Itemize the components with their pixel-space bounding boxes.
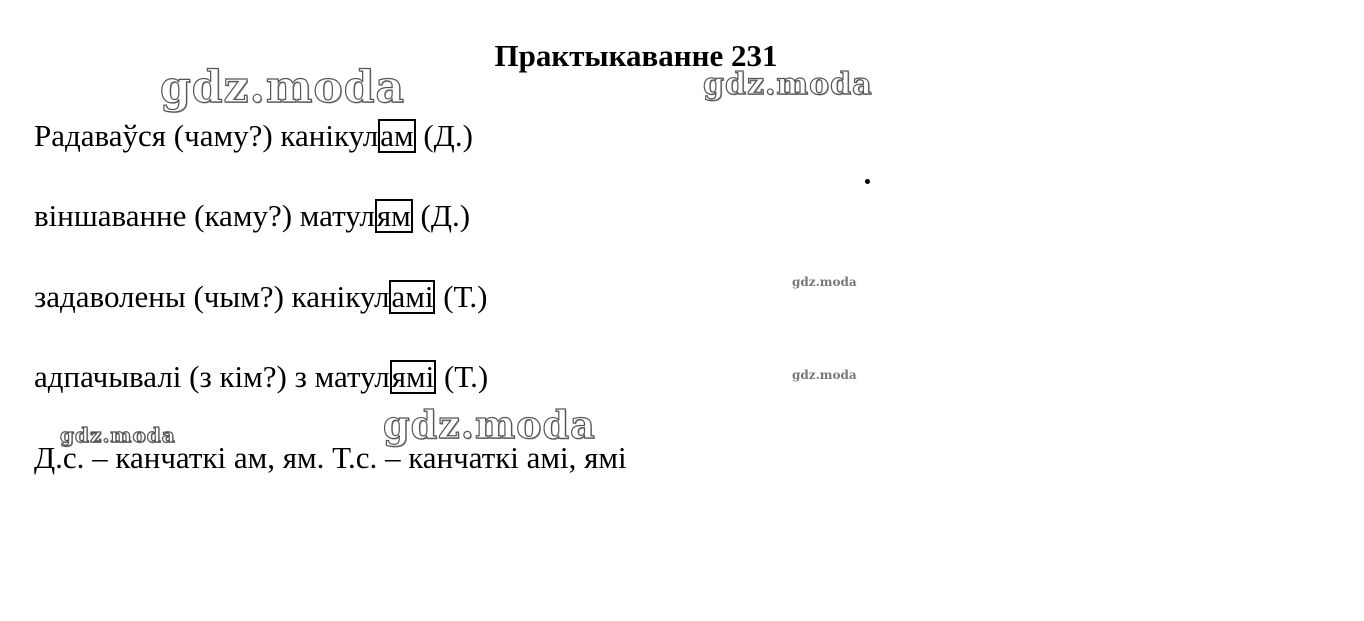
exercise-line-3: [34, 277, 487, 317]
stray-dot: [865, 179, 870, 184]
conclusion-text: Д.с. – канчаткі ам, ям. Т.с. – канчаткі амі, ямі: [34, 440, 627, 475]
watermark-logo: gdz.moda: [792, 275, 857, 289]
watermark-logo: gdz.moda: [160, 62, 406, 113]
line-text: адпачывалі (з кім?) з матул: [34, 359, 390, 394]
watermark-logo: gdz.moda: [383, 402, 596, 447]
boxed-ending: амі: [391, 279, 434, 314]
boxed-ending: ямі: [391, 359, 435, 394]
line-text: віншаванне (каму?) матул: [34, 198, 375, 233]
case-label: (Т.): [436, 359, 489, 394]
watermark-logo: gdz.moda: [703, 67, 873, 102]
exercise-line-4: [34, 357, 488, 397]
case-label: (Д.): [415, 118, 473, 153]
boxed-ending: ам: [380, 118, 414, 153]
line-text: Радаваўся (чаму?) канікул: [34, 118, 379, 153]
watermark-logo: gdz.moda: [792, 368, 857, 382]
case-label: (Д.): [412, 198, 471, 233]
boxed-ending: ям: [376, 198, 411, 233]
exercise-line-2: [34, 196, 470, 236]
watermark-logo: gdz.moda: [60, 423, 176, 447]
exercise-line-1: [34, 116, 473, 156]
case-label: (Т.): [435, 279, 488, 314]
page-title: Практыкаванне 231: [494, 38, 778, 73]
line-text: задаволены (чым?) канікул: [34, 279, 390, 314]
